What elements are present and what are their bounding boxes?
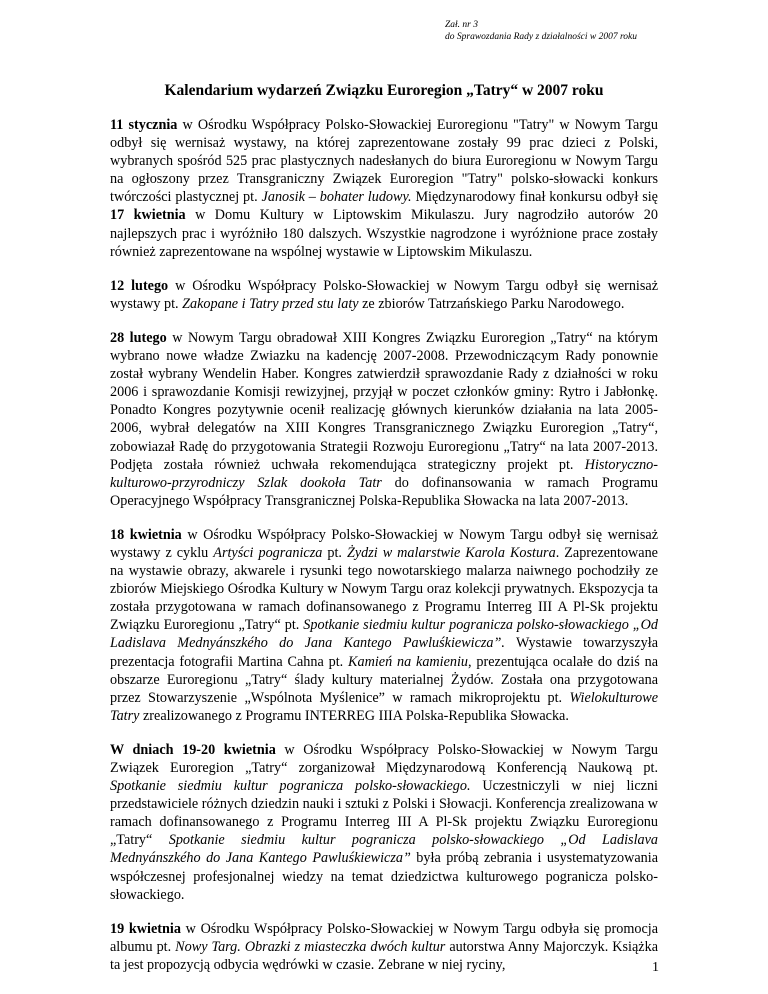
entry-text: w Ośrodku Współpracy Polsko-Słowackiej w Nowym Targu odbyła się promocja albumu pt. [110, 920, 658, 955]
entry-text: w Nowym Targu obradował XIII Kongres Związku Euroregion „Tatry“ na którym wybrano nowe władze Zwiazku na kadencję 2007-2008. Przewodniczącym Rady ponownie został wybrany Wendelin Haber. Kongres zatwierdził sprawozdanie Rady z działności w roku 2006 i sprawozdanie Komisji rewizyjnej, przyjął w poczet członków gminy: Rytro i Jabłonkę. Ponadto Kongres pozytywnie ocenił realizację głównych kierunków działania na lata 2005-2006, wybrał delegatów na XIII Kongres Transgranicznego Związku Euroregion „Tatry“, zobowiazał Radę do przygotowania Strategii Rozwoju Euroregionu „Tatry“ na lata 2007-2013. Podjęta została również uchwała rekomendująca strategiczny projekt pt. [110, 329, 658, 473]
entry-paragraph [110, 526, 658, 725]
entry-date: W dniach 19-20 kwietnia [110, 741, 276, 758]
document-body [110, 116, 658, 990]
attachment-line-1: Zał. nr 3 [445, 20, 478, 30]
entry-paragraph [110, 741, 658, 904]
entry-italic-title: Spotkanie siedmiu kultur pogranicza polsko-słowackiego. [110, 778, 471, 795]
entry-text: w Ośrodku Współpracy Polsko-Słowackiej w Nowym Targu Związek Euroregion „Tatry“ zorganizował Międzynarodową Konferencją Naukową pt. [110, 741, 659, 776]
entry-italic-title: Historyczno-kulturowo-przyrodniczy Szlak dookoła Tatr [110, 456, 658, 491]
entry-date: 12 lutego [110, 277, 169, 294]
entry-italic-title: Spotkanie siedmiu kultur pogranicza polsko-słowackiego „Od Ladislava Mednyánszkého do Jana Kantego Pawluśkiewicza” [110, 832, 659, 867]
entry-italic-title: Janosik – bohater ludowy. [261, 189, 412, 206]
entry-text: Uczestniczyli w niej liczni przedstawiciele różnych dziedzin nauki i sztuki z Polski i Słowacji. Konferencja zrealizowana w ramach dofinansowanego z Programu Interreg III A Pl-Sk projektu Związku Euroregionu „Tatry“ [110, 778, 658, 849]
entry-date: 18 kwietnia [110, 526, 182, 543]
entry-italic-title: Nowy Targ. Obrazki z miasteczka dwóch kultur [175, 938, 446, 955]
entry-date: 19 kwietnia [110, 920, 181, 937]
entry-text: w Domu Kultury w Liptowskim Mikulaszu. Jury nagrodziło autorów 20 najlepszych prac i wyróżniło 180 dalszych. Wszystkie nagrodzone i wyróżnione prace zostały również zaprezentowane na wspólnej wystawie w Liptowskim Mikulaszu. [110, 207, 658, 260]
entry-text: Międzynarodowy finał konkursu odbył się [411, 189, 658, 206]
entry-text: w Ośrodku Współpracy Polsko-Słowackiej Euroregionu "Tatry" w Nowym Targu odbył się wernisaż wystawy, na której zaprezentowane zostały 99 prac dzieci z Polski, wybranych spośród 525 prac plastycznych nadesłanych do biura Euroregionu w Nowym Targu na ogłoszony przez Transgraniczny Związek Euroregion "Tatry" polsko-słowacki konkurs twórczości plastycznej pt. [110, 117, 658, 206]
entry-text: w Ośrodku Współpracy Polsko-Słowackiej w Nowym Targu odbył się wernisaż wystawy pt. [110, 277, 658, 312]
page-number: 1 [652, 960, 659, 975]
entry-italic-title: Artyści pogranicza [213, 544, 323, 561]
entry-text: Wystawie towarzyszyła prezentacja fotografii Martina Cahna pt. [110, 635, 658, 670]
entry-italic-title: Spotkanie siedmiu kultur pogranicza polsko-słowackiego „Od Ladislava Mednyánszkého do Jana Kantego Pawluśkiewicza”. [110, 617, 658, 652]
entry-date: 11 stycznia [110, 117, 178, 133]
entry-paragraph [110, 277, 658, 313]
entry-text: ze zbiorów Tatrzańskiego Parku Narodowego. [358, 295, 625, 312]
document-title: Kalendarium wydarzeń Związku Euroregion „Tatry“ w 2007 roku [164, 82, 604, 99]
entry-text: w Ośrodku Współpracy Polsko-Słowackiej w Nowym Targu odbył się wernisaż wystawy z cyklu [110, 526, 658, 561]
entry-text: autorstwa Anny Majorczyk. Książka ta jest propozycją odbycia wędrówki w czasie. Zebrane w niej ryciny, [110, 938, 658, 973]
entry-paragraph [110, 116, 658, 261]
attachment-line-2: do Sprawozdania Rady z działalności w 2007 roku [445, 32, 638, 42]
entry-text: pt. [322, 544, 347, 561]
entry-paragraph [110, 920, 658, 974]
entry-text: zrealizowanego z Programu INTERREG IIIA Polska-Republika Słowacka. [139, 707, 569, 724]
entry-text: , prezentująca ocalałe do dziś na obszarze Euroregionu „Tatry“ ślady kultury materialnej Żydów. Została ona przygotowana przez Stowarzyszenie „Wspólnota Myślenice” w ramach mikroprojektu pt. [110, 653, 658, 706]
entry-text: do dofinansowania w ramach Programu Operacyjnego Współpracy Transgranicznej Polska-Republika Słowacka na lata 2007-2013. [110, 474, 658, 509]
entry-italic-title: Kamień na kamieniu [348, 653, 469, 670]
entry-italic-title: Wielokulturowe Tatry [110, 689, 658, 724]
entry-text: była próbą zebrania i usystematyzowania współczesnej profesjonalnej wiedzy na temat dziedzictwa kulturowego pogranicza polsko-słowackiego. [110, 850, 658, 903]
entry-date: 28 lutego [110, 329, 167, 346]
entry-italic-title: Żydzi w malarstwie Karola Kostura [346, 544, 556, 561]
entry-italic-title: Zakopane i Tatry przed stu laty [182, 295, 359, 312]
entry-date: 17 kwietnia [110, 207, 186, 224]
entry-paragraph [110, 329, 658, 510]
attachment-note [445, 19, 705, 43]
entry-text: . Zaprezentowane na wystawie obrazy, akwarele i rysunki tego nowotarskiego malarza naiwnego pochodziły ze zbiorów Miejskiego Ośrodka Kultury w Nowym Targu oraz kolekcji prywatnych. Ekspozycja ta została przygotowana w ramach dofinansowanego z Programu Interreg III A Pl-Sk projektu Związku Euroregionu „Tatry“ pt. [110, 544, 658, 634]
